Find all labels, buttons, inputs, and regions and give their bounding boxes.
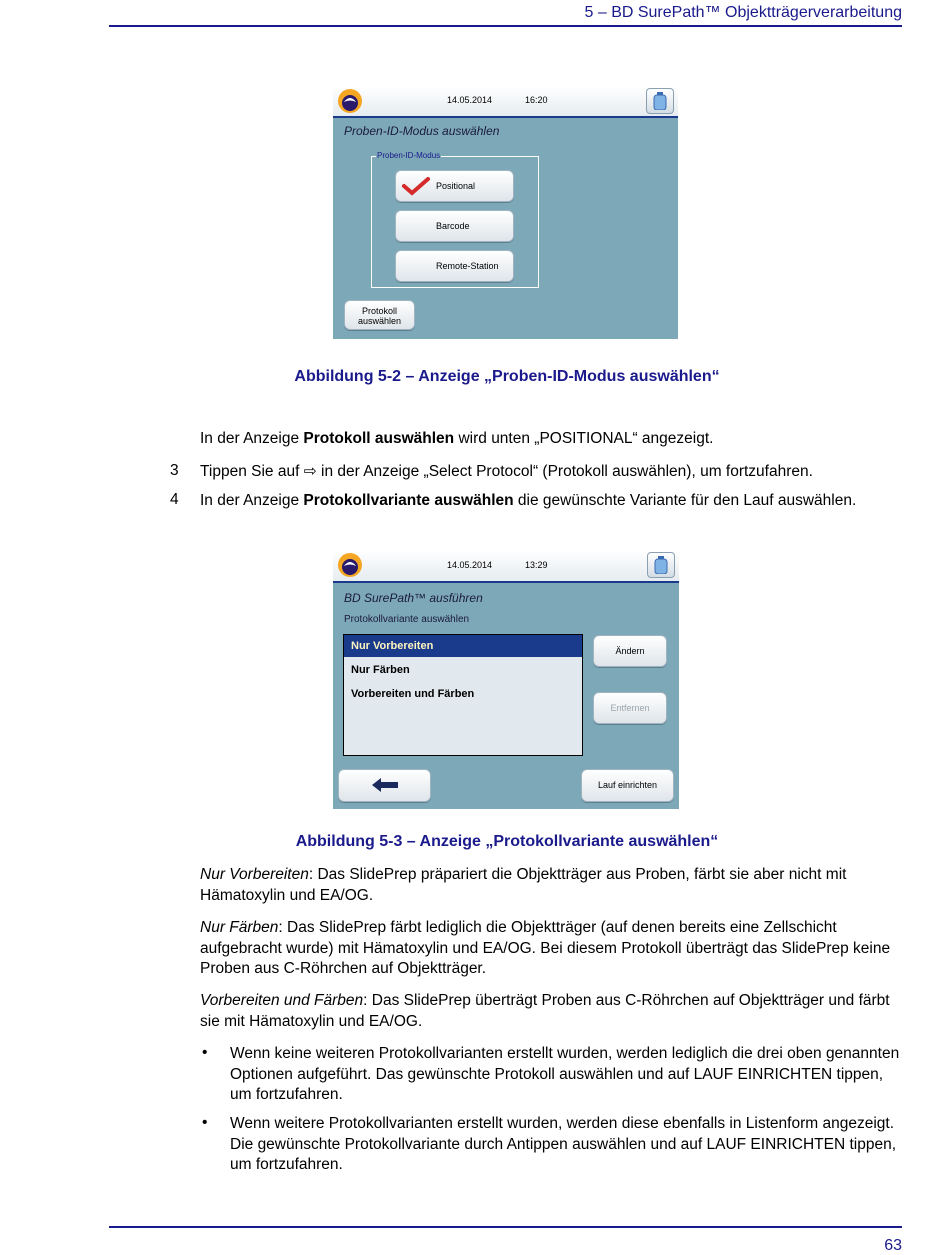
- screen-date: 14.05.2014: [447, 560, 493, 570]
- page-header-title: 5 – BD SurePath™ Objektträgerverarbeitung: [584, 4, 902, 21]
- description-text: : Das SlidePrep präpariert die Objektträger aus Proben, färbt sie aber nicht mit Hämatoxylin und EA/OG.: [200, 866, 847, 904]
- positional-label: Positional: [436, 181, 476, 191]
- list-item[interactable]: Nur Vorbereiten: [344, 635, 582, 657]
- header-rule: [109, 25, 902, 27]
- back-button[interactable]: [338, 769, 431, 802]
- step-text: die gewünschte Variante für den Lauf auswählen.: [513, 492, 857, 509]
- protocol-variant-list[interactable]: [343, 634, 583, 756]
- remote-station-label: Remote-Station: [436, 261, 499, 271]
- description-stain-only: [200, 918, 905, 980]
- figure2-caption: Abbildung 5-3 – Anzeige „Protokollvariante auswählen“: [295, 833, 719, 850]
- screen-time: 13:29: [525, 560, 548, 570]
- step-text: In der Anzeige: [200, 492, 304, 509]
- bullet-icon: •: [202, 1044, 208, 1061]
- bullet-text: Wenn weitere Protokollvarianten erstellt wurden, werden diese ebenfalls in Listenform angezeigt. Die gewünschte Protokollvariante durch Antippen auswählen und auf LAUF EINRICHTEN tippen, um fortzufahren.: [230, 1115, 897, 1173]
- logo-icon: [337, 552, 363, 578]
- paragraph-positional: [200, 429, 905, 450]
- remote-station-button[interactable]: [395, 250, 514, 282]
- screen-title: Proben-ID-Modus auswählen: [344, 124, 500, 138]
- reagent-button[interactable]: [646, 88, 674, 114]
- select-protocol-line1: Protokoll: [361, 306, 397, 316]
- screen-protocol-variant: [333, 550, 679, 809]
- bottle-icon: [653, 92, 667, 110]
- screen-topbar: [333, 86, 678, 118]
- step-number: 4: [170, 491, 179, 508]
- list-item[interactable]: Nur Färben: [351, 664, 410, 676]
- step-text: in der Anzeige „Select Protocol“ (Protokoll auswählen), um fortzufahren.: [316, 463, 813, 480]
- figure1-caption: Abbildung 5-2 – Anzeige „Proben-ID-Modus auswählen“: [294, 368, 720, 385]
- term: Nur Vorbereiten: [200, 866, 309, 883]
- arrow-left-icon: [372, 778, 398, 792]
- step-4-text: [200, 491, 905, 512]
- screen-date: 14.05.2014: [447, 95, 493, 105]
- step-3-text: [200, 462, 905, 483]
- remove-button[interactable]: Entfernen: [593, 692, 667, 724]
- logo-icon: [337, 88, 363, 114]
- barcode-button[interactable]: [395, 210, 514, 242]
- step-number: 3: [170, 462, 179, 479]
- description-prepare-only: [200, 865, 905, 906]
- page-number: 63: [884, 1237, 902, 1254]
- description-prepare-and-stain: [200, 991, 905, 1032]
- footer-rule: [109, 1226, 902, 1228]
- bullet-text: Wenn keine weiteren Protokollvarianten erstellt wurden, werden lediglich die drei oben genannten Optionen aufgeführt. Das gewünschte Protokoll auswählen und auf LAUF EINRICHTEN tippen, um fortzufahren.: [230, 1045, 900, 1103]
- select-protocol-button[interactable]: [344, 300, 415, 330]
- screen-topbar: [333, 550, 679, 583]
- screen-subtitle: Protokollvariante auswählen: [344, 614, 470, 625]
- description-text: : Das SlidePrep überträgt Proben aus C-Röhrchen auf Objektträger und färbt sie mit Hämatoxylin und EA/OG.: [200, 992, 890, 1030]
- group-label: Proben-ID-Modus: [377, 151, 441, 160]
- setup-run-button[interactable]: Lauf einrichten: [581, 769, 674, 802]
- screen-title: BD SurePath™ ausführen: [344, 591, 483, 605]
- bullet-icon: •: [202, 1114, 208, 1131]
- reagent-button[interactable]: [647, 552, 675, 578]
- step-text: Tippen Sie auf: [200, 463, 304, 480]
- screen-time: 16:20: [525, 95, 548, 105]
- paragraph-text: wird unten „POSITIONAL“ angezeigt.: [454, 430, 714, 447]
- bottle-icon: [654, 556, 668, 574]
- step-bold: Protokollvariante auswählen: [303, 492, 514, 509]
- change-button[interactable]: Ändern: [593, 635, 667, 667]
- positional-button[interactable]: [395, 170, 514, 202]
- screen-sample-id-mode: [333, 86, 678, 339]
- term: Vorbereiten und Färben: [200, 992, 364, 1009]
- checkmark-icon: [402, 176, 430, 196]
- paragraph-bold: Protokoll auswählen: [303, 430, 455, 447]
- term: Nur Färben: [200, 919, 279, 936]
- description-text: : Das SlidePrep färbt lediglich die Objektträger (auf denen bereits eine Zellschicht aufgebracht wurde) mit Hämatoxylin und EA/OG. Bei diesem Protokoll überträgt das SlidePrep keine Proben aus C-Röhrchen auf Objektträger.: [200, 919, 891, 977]
- list-item[interactable]: Vorbereiten und Färben: [351, 688, 475, 700]
- select-protocol-line2: auswählen: [357, 316, 402, 326]
- arrow-icon: ⇨: [303, 463, 317, 480]
- paragraph-text: In der Anzeige: [200, 430, 304, 447]
- barcode-label: Barcode: [436, 221, 470, 231]
